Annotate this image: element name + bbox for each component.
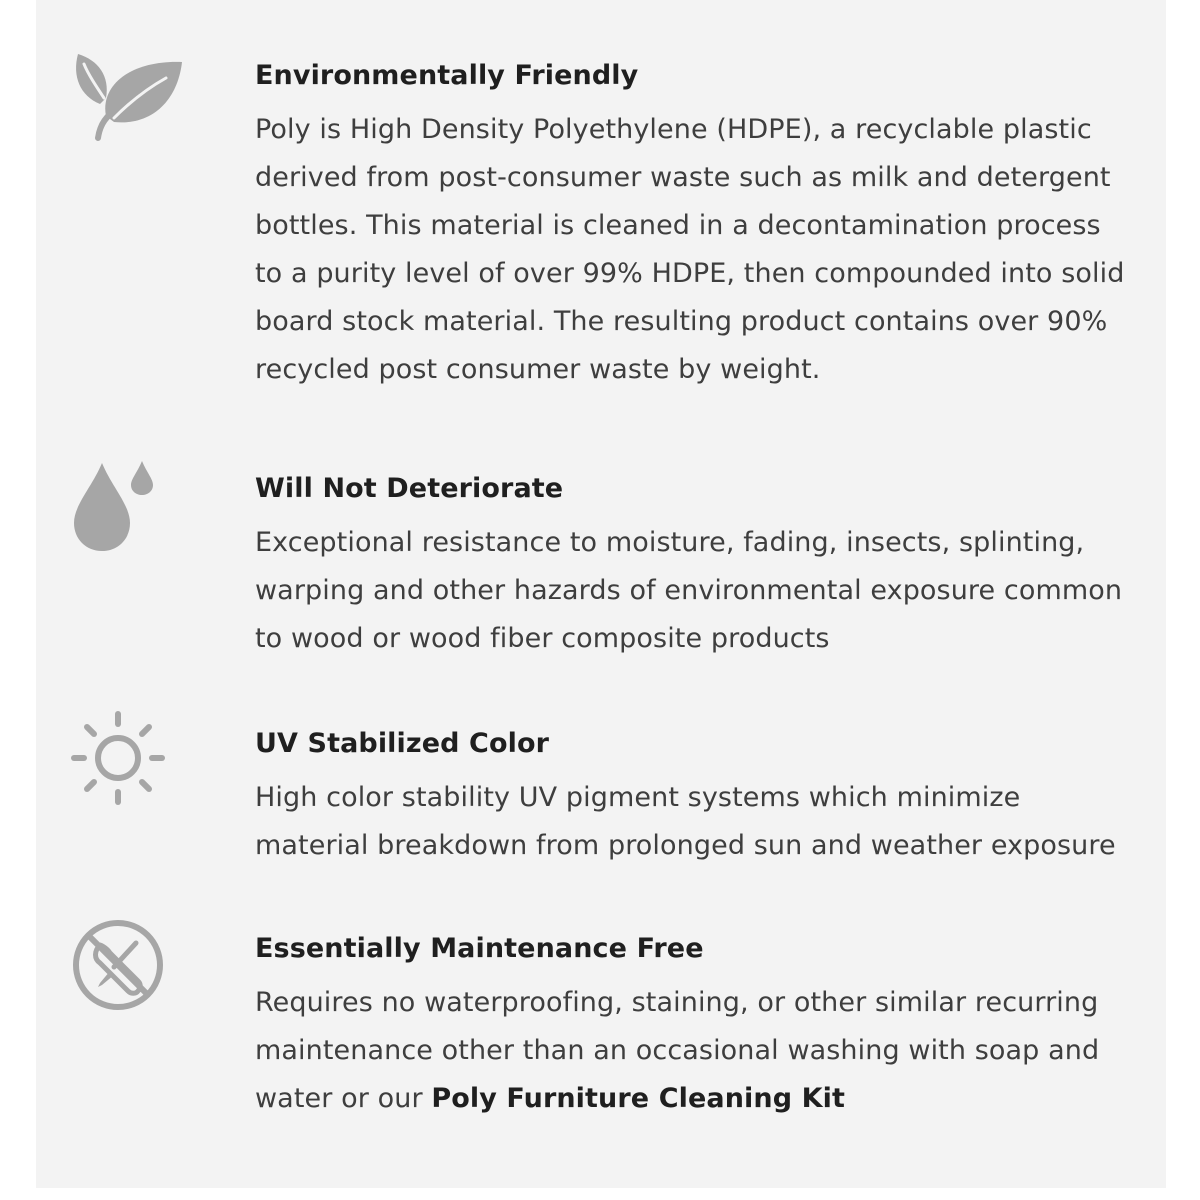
feature-title: Essentially Maintenance Free <box>255 933 704 964</box>
feature-title: Environmentally Friendly <box>255 60 639 91</box>
feature-title: UV Stabilized Color <box>255 728 550 759</box>
water-drops-icon <box>70 457 160 553</box>
no-tools-icon <box>70 917 166 1013</box>
cleaning-kit-link[interactable]: Poly Furniture Cleaning Kit <box>431 1083 846 1114</box>
feature-description-text: Requires no waterproofing, staining, or other similar recurring maintenance other than an occasional washing with soap and water or our <box>255 987 1100 1114</box>
leaf-icon <box>70 46 185 141</box>
feature-title: Will Not Deteriorate <box>255 473 564 504</box>
feature-description: High color stability UV pigment systems which minimize material breakdown from prolonged sun and weather exposure <box>255 782 1116 861</box>
feature-description: Poly is High Density Polyethylene (HDPE), a recyclable plastic derived from post-consumer waste such as milk and detergent bottles. This material is cleaned in a decontamination process to a purity level of over 99% HDPE, then compounded into solid board stock material. The resulting product contains over 90% recycled post consumer waste by weight. <box>255 114 1125 385</box>
features-panel <box>36 0 1166 1188</box>
feature-description: Exceptional resistance to moisture, fading, insects, splinting, warping and other hazards of environmental exposure common to wood or wood fiber composite products <box>255 527 1123 654</box>
feature-description <box>255 979 1135 1123</box>
sun-icon <box>70 710 166 806</box>
